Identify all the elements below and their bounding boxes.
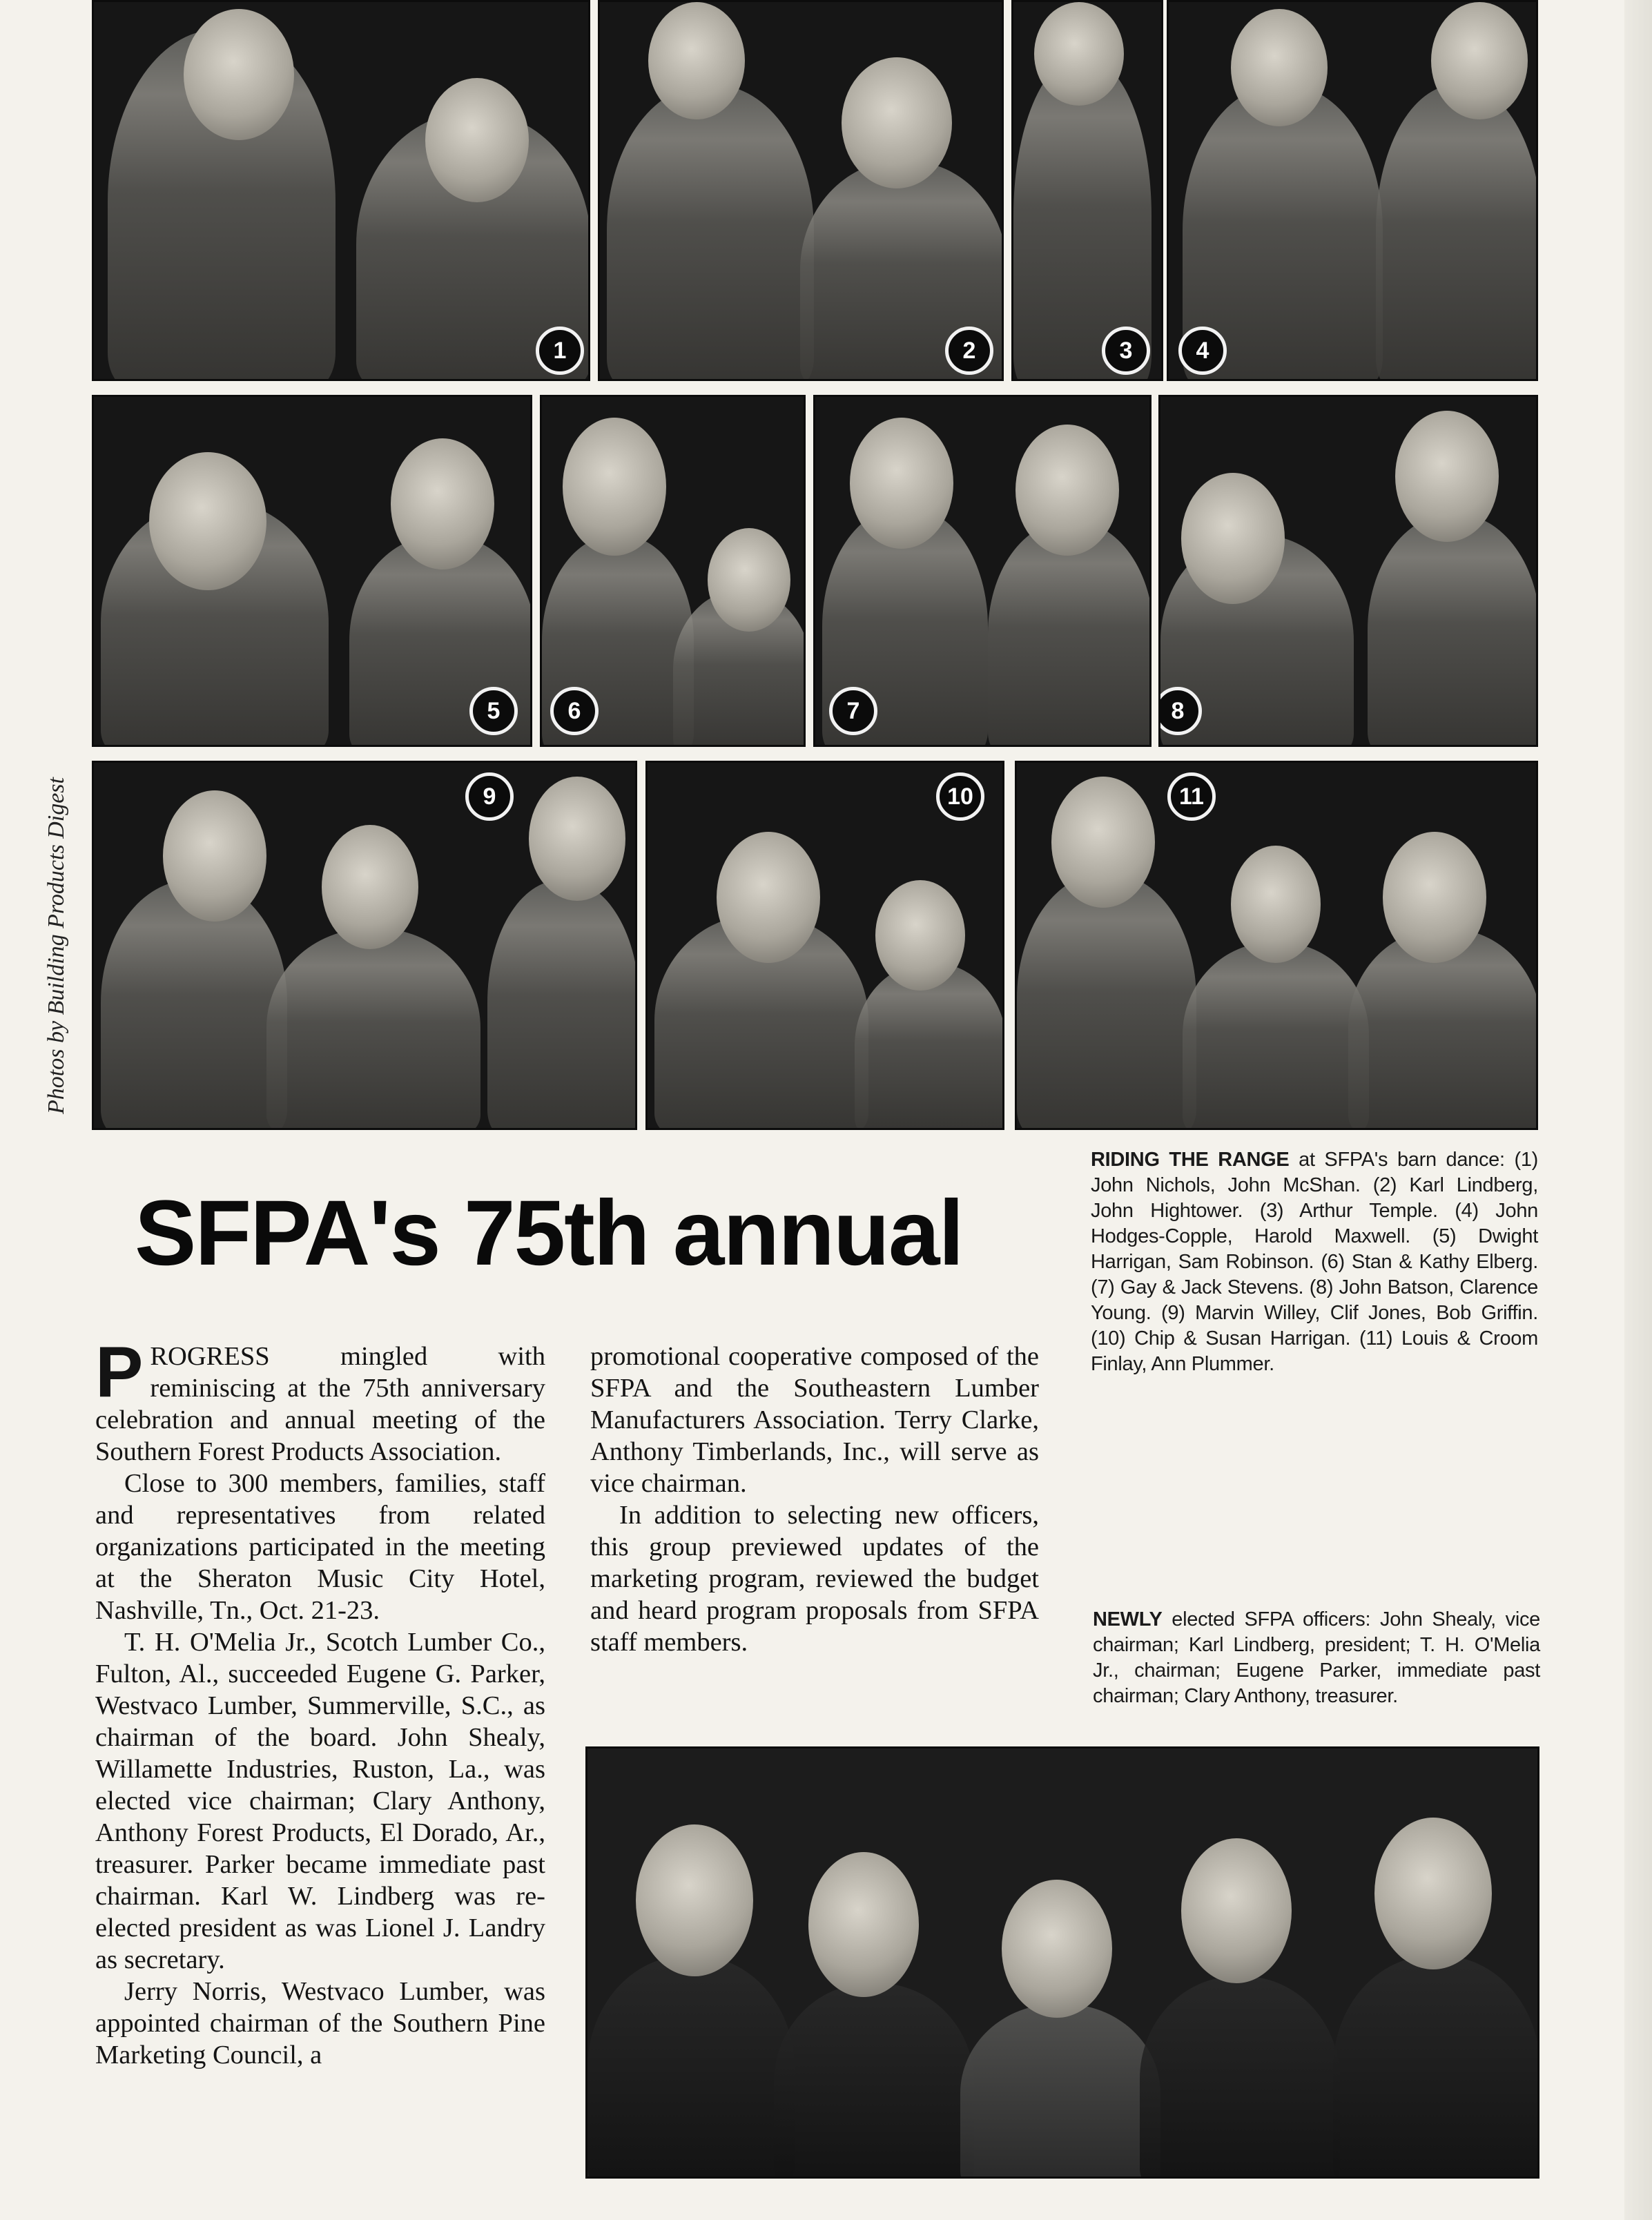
- photo-7: [813, 395, 1151, 747]
- caption-officers: [1093, 1607, 1540, 1709]
- photo-officers: [585, 1746, 1539, 2179]
- photo-number-badge: 8: [1158, 687, 1202, 735]
- article-paragraph: Jerry Norris, Westvaco Lumber, was appointed chairman of the Southern Pine Marketing Council, a: [95, 1977, 545, 2070]
- photo-5: [92, 395, 532, 747]
- article-paragraph: In addition to selecting new officers, this group previewed updates of the marketing program, reviewed the budget and heard program proposals from SFPA staff members.: [590, 1501, 1039, 1657]
- photo-number-badge: 1: [536, 327, 584, 375]
- photo-credit: Photos by Building Products Digest: [43, 777, 70, 1114]
- photo-8: [1158, 395, 1538, 747]
- photo-3: [1011, 0, 1163, 381]
- page-edge: [1624, 0, 1652, 2220]
- article-paragraph: Close to 300 members, families, staff and representatives from related organizations participated in the meeting at the Sheraton Music City Hotel, Nashville, Tn., Oct. 21-23.: [95, 1469, 545, 1625]
- photo-number-badge: 7: [829, 687, 877, 735]
- photo-number-badge: 3: [1102, 327, 1150, 375]
- photo-10: [645, 761, 1004, 1130]
- photo-number-badge: 4: [1178, 327, 1227, 375]
- drop-cap: P: [95, 1332, 144, 1412]
- photo-number-badge: 10: [936, 772, 984, 821]
- article-paragraph: T. H. O'Melia Jr., Scotch Lumber Co., Fulton, Al., succeeded Eugene G. Parker, Westvaco Lumber, Summerville, S.C., as chairman of the board. John Shealy, Willamette Industries, Ruston, La., was elected vice chairman; Clary Anthony, Anthony Forest Products, El Dorado, Ar., treasurer. Parker became immediate past chairman. Karl W. Lindberg was re-elected president as was Lionel J. Landry as secretary.: [95, 1628, 545, 1974]
- caption-barn-dance: [1091, 1147, 1538, 1377]
- caption-body: elected SFPA officers: John Shealy, vice chairman; Karl Lindberg, president; T. H. O'Melia Jr., chairman; Eugene Parker, immediate past chairman; Clary Anthony, treasurer.: [1093, 1608, 1540, 1707]
- article-paragraph: promotional cooperative composed of the SFPA and the Southeastern Lumber Manufacturers Association. Terry Clarke, Anthony Timberlands, Inc., will serve as vice chairman.: [590, 1342, 1039, 1498]
- photo-number-badge: 5: [469, 687, 518, 735]
- photo-1: [92, 0, 590, 381]
- photo-4: [1167, 0, 1538, 381]
- photo-2: [598, 0, 1004, 381]
- photo-9: [92, 761, 637, 1130]
- photo-number-badge: 11: [1167, 772, 1216, 821]
- headline: SFPA's 75th annual: [135, 1182, 963, 1285]
- caption-body: at SFPA's barn dance: (1) John Nichols, John McShan. (2) Karl Lindberg, John Hightower. (3) Arthur Temple. (4) John Hodges-Copple, Harold Maxwell. (5) Dwight Harrigan, Sam Robinson. (6) Stan & Kathy Elberg. (7) Gay & Jack Stevens. (8) John Batson, Clarence Young. (9) Marvin Willey, Clif Jones, Bob Griffin. (10) Chip & Susan Harrigan. (11) Louis & Croom Finlay, Ann Plummer.: [1091, 1149, 1539, 1375]
- caption-lead: NEWLY: [1093, 1608, 1163, 1630]
- photo-6: [540, 395, 806, 747]
- caption-lead: RIDING THE RANGE: [1091, 1149, 1290, 1171]
- photo-number-badge: 2: [945, 327, 993, 375]
- photo-number-badge: 9: [465, 772, 514, 821]
- article-column-1: [95, 1332, 545, 2071]
- article-paragraph: PROGRESS mingled with reminiscing at the 75th anniversary celebration and annual meeting of the Southern Forest Products Association.: [95, 1332, 545, 1466]
- article-column-2: [590, 1341, 1039, 1658]
- photo-11: [1015, 761, 1538, 1130]
- photo-number-badge: 6: [550, 687, 599, 735]
